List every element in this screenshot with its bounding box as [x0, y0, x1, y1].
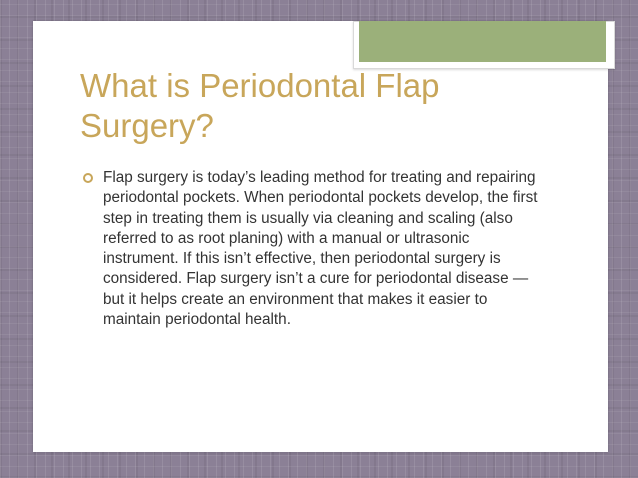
accent-green-block [359, 21, 606, 62]
bullet-item [83, 168, 538, 330]
circle-bullet-icon [83, 173, 93, 183]
slide-title: What is Periodontal Flap Surgery? [80, 67, 440, 144]
bullet-list [83, 168, 538, 330]
bullet-text: Flap surgery is today’s leading method for treating and repairing periodontal pockets. When periodontal pockets develop, the first step in treating them is usually via cleaning and scaling (also referred to as root planing) with a manual or ultrasonic instrument. If this isn’t effective, then periodontal surgery is considered. Flap surgery isn’t a cure for periodontal disease — but it helps create an environment that makes it easier to maintain periodontal health. [103, 169, 538, 329]
